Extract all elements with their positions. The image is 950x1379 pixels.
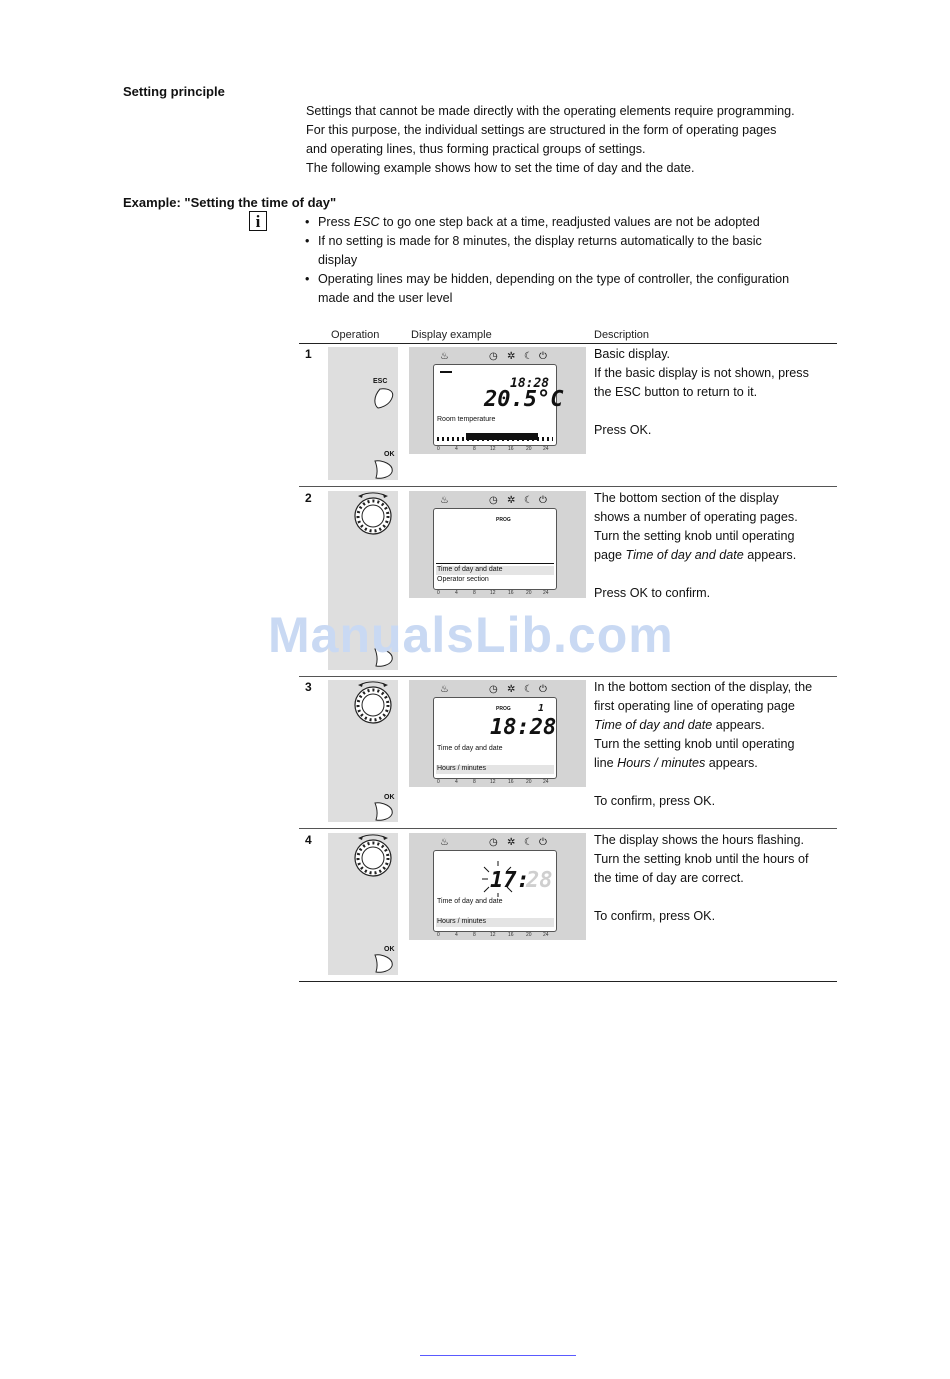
desc-line: shows a number of operating pages. [594, 510, 798, 524]
desc-line: Turn the setting knob until operating [594, 737, 795, 751]
lcd-segment-bar [440, 371, 452, 373]
desc-italic: Time of day and date [625, 548, 744, 562]
scale-tick: 20 [526, 932, 532, 938]
step-description [594, 831, 839, 926]
power-icon: ⏻ [539, 837, 547, 848]
scale-tick: 20 [526, 590, 532, 596]
desc-italic: Hours / minutes [617, 756, 706, 770]
scale-tick: 0 [437, 590, 440, 596]
col-header-operation: Operation [331, 329, 380, 341]
lcd-icon-row [437, 351, 555, 363]
moon-icon: ☾ [524, 351, 533, 362]
lcd-minutes-dim: 28 [526, 868, 553, 893]
operation-panel [328, 680, 398, 822]
lcd-temperature: 20.5°C [484, 387, 564, 412]
lcd-line-1: Time of day and date [437, 898, 503, 905]
scale-tick: 12 [490, 932, 496, 938]
desc-line: To confirm, press OK. [594, 909, 716, 923]
step-number: 4 [305, 833, 312, 847]
scale-tick: 8 [473, 446, 476, 452]
desc-line: Turn the setting knob until operating [594, 529, 795, 543]
desc-text: appears. [743, 548, 797, 562]
moon-icon: ☾ [524, 684, 533, 695]
note-text: made and the user level [318, 291, 453, 305]
desc-line: Turn the setting knob until the hours of [594, 852, 809, 866]
lcd-time: 18:28 [490, 715, 557, 740]
radiator-icon: ♨ [440, 351, 449, 362]
lcd-screen [433, 697, 557, 779]
watermark: ManualsLib.com [268, 607, 674, 663]
step-description [594, 678, 839, 811]
lcd-line-2: Hours / minutes [437, 765, 487, 772]
desc-line: first operating line of operating page [594, 699, 795, 713]
scale-tick: 8 [473, 932, 476, 938]
scale-tick: 4 [455, 932, 458, 938]
auto-clock-icon: ◷ [489, 495, 498, 506]
sun-icon: ✲ [507, 837, 516, 848]
note-item [303, 232, 843, 270]
display-example [409, 680, 586, 787]
display-example [409, 347, 586, 454]
ok-button-icon [372, 458, 396, 480]
scale-tick: 0 [437, 446, 440, 452]
scale-tick: 8 [473, 779, 476, 785]
footer-link[interactable] [420, 1355, 576, 1356]
desc-text: appears. [705, 756, 758, 770]
notes-list [303, 213, 843, 308]
sun-icon: ✲ [507, 351, 516, 362]
radiator-icon: ♨ [440, 684, 449, 695]
moon-icon: ☾ [524, 837, 533, 848]
radiator-icon: ♨ [440, 837, 449, 848]
lcd-line-2: Hours / minutes [437, 918, 487, 925]
scale-tick: 4 [455, 590, 458, 596]
scale-tick: 24 [543, 779, 549, 785]
lcd-screen [433, 850, 557, 932]
col-header-display: Display example [411, 329, 492, 341]
desc-line: Basic display. [594, 347, 671, 361]
radiator-icon: ♨ [440, 495, 449, 506]
lcd-line-2: Operator section [437, 576, 489, 583]
ok-label: OK [384, 794, 395, 801]
step-number: 2 [305, 491, 312, 505]
intro-line: The following example shows how to set the time of day and the date. [306, 161, 695, 175]
lcd-schedule-bar [466, 433, 538, 440]
lcd-line-1: Room temperature [437, 416, 496, 423]
intro-line: Settings that cannot be made directly with the operating elements require programming. [306, 104, 795, 118]
note-text: Operating lines may be hidden, depending on the type of controller, the configuration [318, 272, 790, 286]
intro-line: and operating lines, thus forming practical groups of settings. [306, 142, 646, 156]
desc-line: the ESC button to return to it. [594, 385, 758, 399]
lcd-screen [433, 364, 564, 446]
lcd-icon-row [437, 837, 555, 849]
moon-icon: ☾ [524, 495, 533, 506]
lcd-hours-flashing: 17: [490, 868, 530, 893]
lcd-time: 18:28 [510, 376, 550, 391]
auto-clock-icon: ◷ [489, 684, 498, 695]
display-example [409, 833, 586, 940]
auto-clock-icon: ◷ [489, 351, 498, 362]
note-text: to go one step back at a time, readjusted values are not be adopted [379, 215, 760, 229]
step-description [594, 345, 839, 440]
scale-tick: 16 [508, 590, 514, 596]
row-divider [299, 676, 837, 677]
desc-text: page [594, 548, 626, 562]
desc-text: appears. [712, 718, 765, 732]
desc-line [594, 754, 839, 773]
setting-knob-icon [350, 491, 396, 535]
step-number: 1 [305, 347, 312, 361]
scale-tick: 16 [508, 446, 514, 452]
auto-clock-icon: ◷ [489, 837, 498, 848]
lcd-page-number: 1 [538, 703, 545, 714]
lcd-icon-row [437, 684, 555, 696]
lcd-prog-label: PROG [496, 706, 511, 712]
table-header-rule [299, 343, 837, 344]
note-text: If no setting is made for 8 minutes, the display returns automatically to the basic [318, 234, 762, 248]
step-number: 3 [305, 680, 312, 694]
row-divider [299, 486, 837, 487]
scale-tick: 12 [490, 446, 496, 452]
desc-line: The display shows the hours flashing. [594, 833, 805, 847]
sun-icon: ✲ [507, 684, 516, 695]
scale-tick: 0 [437, 779, 440, 785]
intro-line: For this purpose, the individual settings are structured in the form of operating pages [306, 123, 777, 137]
ok-button-icon [372, 952, 396, 974]
desc-text: line [594, 756, 618, 770]
step-description [594, 489, 839, 603]
intro-paragraph [306, 102, 846, 178]
scale-tick: 16 [508, 779, 514, 785]
scale-tick: 24 [543, 446, 549, 452]
setting-knob-icon [350, 833, 396, 877]
desc-line: the time of day are correct. [594, 871, 744, 885]
scale-tick: 4 [455, 779, 458, 785]
desc-line: In the bottom section of the display, the [594, 680, 813, 694]
ok-button-icon [372, 800, 396, 822]
power-icon: ⏻ [539, 495, 547, 506]
lcd-screen [433, 508, 557, 590]
operation-panel [328, 347, 398, 480]
table-bottom-rule [299, 981, 837, 982]
desc-line: Press OK to confirm. [594, 586, 711, 600]
lcd-icon-row [437, 495, 555, 507]
scale-tick: 20 [526, 779, 532, 785]
scale-tick: 0 [437, 932, 440, 938]
scale-tick: 4 [455, 446, 458, 452]
esc-button-icon [372, 387, 396, 409]
power-icon: ⏻ [539, 351, 547, 362]
desc-line [594, 546, 839, 565]
display-example [409, 491, 586, 598]
lcd-prog-label: PROG [496, 517, 511, 523]
note-text: display [318, 253, 358, 267]
desc-line: If the basic display is not shown, press [594, 366, 809, 380]
desc-line [594, 716, 839, 735]
scale-tick: 16 [508, 932, 514, 938]
desc-line: Press OK. [594, 423, 652, 437]
desc-line: To confirm, press OK. [594, 794, 716, 808]
row-divider [299, 828, 837, 829]
section-title: Setting principle [123, 84, 225, 99]
sun-icon: ✲ [507, 495, 516, 506]
lcd-line-1: Time of day and date [437, 566, 503, 573]
power-icon: ⏻ [539, 684, 547, 695]
lcd-line-1: Time of day and date [437, 745, 503, 752]
example-title: Example: "Setting the time of day" [123, 195, 337, 210]
desc-line: The bottom section of the display [594, 491, 779, 505]
lcd-divider [436, 563, 554, 564]
operation-panel [328, 833, 398, 975]
ok-label: OK [384, 451, 395, 458]
ok-label: OK [384, 946, 395, 953]
info-icon: i [249, 211, 267, 231]
setting-knob-icon [350, 680, 396, 724]
scale-tick: 24 [543, 932, 549, 938]
col-header-description: Description [594, 329, 650, 341]
note-text: Press [318, 215, 354, 229]
scale-tick: 12 [490, 590, 496, 596]
scale-tick: 8 [473, 590, 476, 596]
note-item [303, 213, 843, 232]
scale-tick: 12 [490, 779, 496, 785]
scale-tick: 20 [526, 446, 532, 452]
note-item [303, 270, 843, 308]
note-esc-italic: ESC [353, 215, 380, 229]
esc-label: ESC [373, 378, 388, 385]
scale-tick: 24 [543, 590, 549, 596]
desc-italic: Time of day and date [594, 718, 713, 732]
